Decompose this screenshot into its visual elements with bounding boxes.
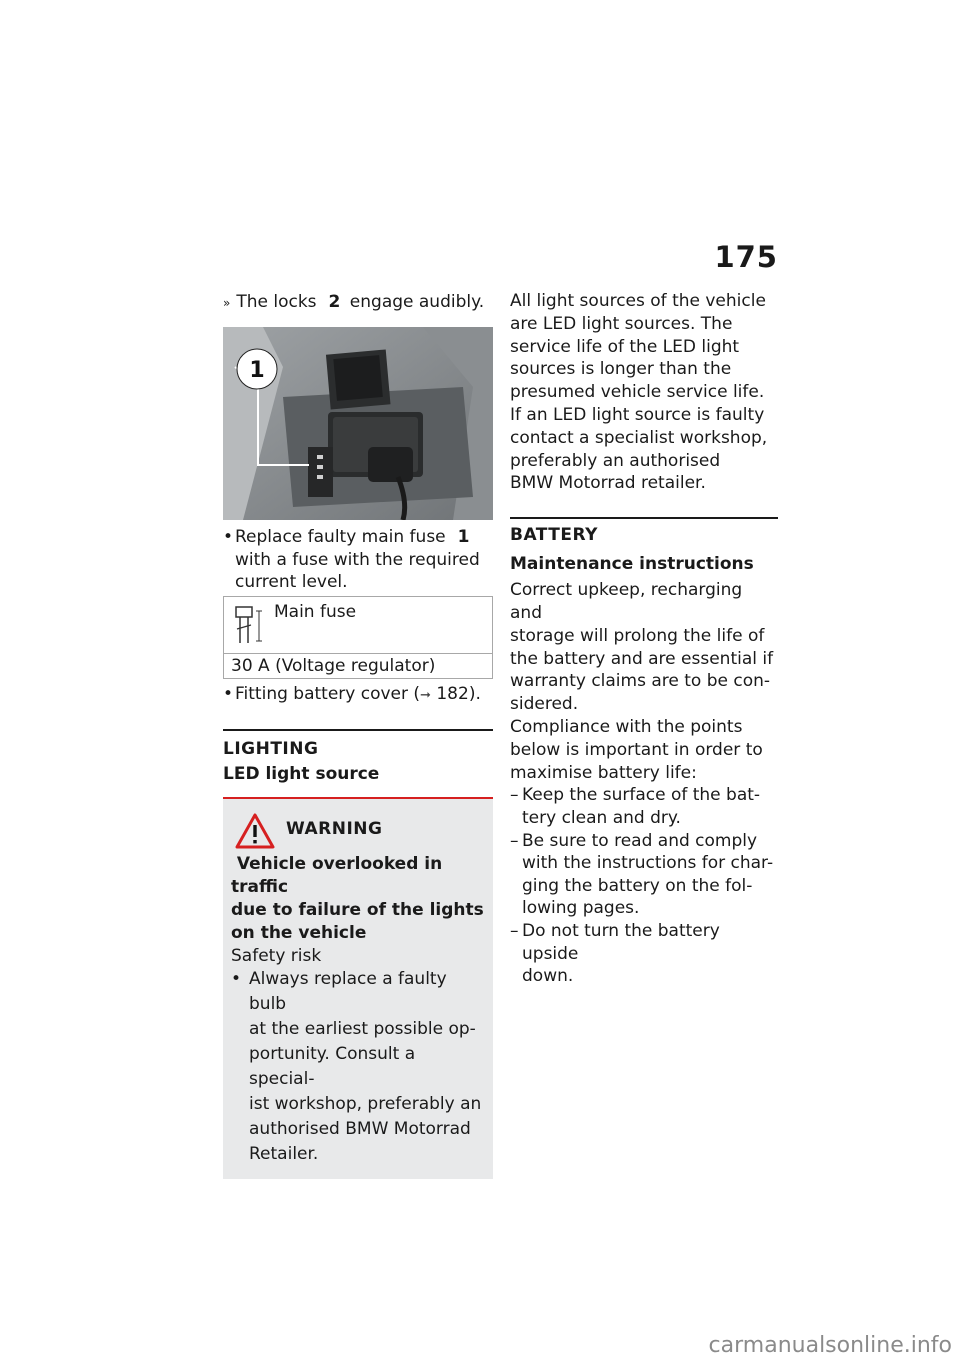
dash-item-read-instructions: – Be sure to read and comply with the instructions for char- ging the battery on the fol- lowing pages. (510, 830, 774, 919)
left-column (223, 290, 493, 1179)
section-title-battery: BATTERY (510, 525, 598, 546)
warning-risk: Safety risk (231, 946, 322, 966)
bullet-dot: • (223, 683, 234, 704)
right-column (510, 290, 778, 988)
warning-triangle-icon (235, 813, 275, 849)
bullet-dot: • (231, 969, 242, 989)
page-number: 175 (714, 240, 778, 274)
spec-label: Main fuse (274, 601, 357, 622)
bullet-dot: • (223, 527, 234, 547)
bullet-replace-fuse: • Replace faulty main fuse 1 with a fuse with the required current level. (223, 527, 480, 592)
result-mark: » (223, 296, 231, 310)
warning-subtitle: Vehicle overlooked in traffic due to failure of the lights on the vehicle (231, 854, 484, 943)
warning-header (231, 809, 485, 853)
fuse-icon (234, 605, 264, 647)
spec-value: 30 A (Voltage regulator) (231, 655, 436, 676)
warning-bullet: • Always replace a faulty bulb at the earliest possible op- portunity. Consult a special- ist workshop, preferably an authorised BMW Motorrad Retailer. (231, 969, 482, 1164)
dash-item-keep-clean: – Keep the surface of the bat- tery clean and dry. (510, 785, 761, 828)
section-divider (510, 517, 778, 519)
subtitle-led-light-source: LED light source (223, 764, 380, 784)
section-divider (223, 729, 493, 731)
result-line: » The locks 2 engage audibly. (223, 292, 485, 312)
section-title-lighting: LIGHTING (223, 739, 319, 759)
ref-number: 2 (328, 292, 341, 312)
dash-item-no-upside-down: – Do not turn the battery upside down. (510, 920, 720, 987)
photo-callout-label: 1 (249, 358, 265, 383)
fuse-box-photo (223, 327, 493, 520)
maintenance-paragraph-1: Correct upkeep, recharging and storage will prolong the life of the battery and are essential if warranty claims are to be con- sidered. (510, 580, 774, 715)
led-intro-paragraph: All light sources of the vehicle are LED light sources. The service life of the LED light sources is longer than the presumed vehicle service life. If an LED light source is faulty contact a specialist workshop, preferably an authorised BMW Motorrad retailer. (510, 291, 768, 494)
warning-title: WARNING (286, 819, 383, 839)
bullet-fit-cover: • Fitting battery cover (➞ 182). (223, 683, 481, 704)
warning-box (223, 797, 493, 1179)
watermark-footer: carmanualsonline.info (708, 1333, 952, 1358)
main-fuse-spec-table (223, 596, 493, 679)
maintenance-paragraph-2: Compliance with the points below is important in order to maximise battery life: (510, 716, 763, 783)
spec-header (224, 597, 492, 654)
page-ref-arrow-icon[interactable]: ➞ (420, 687, 431, 703)
subtitle-maintenance: Maintenance instructions (510, 554, 754, 575)
page-ref-link[interactable]: 182 (436, 683, 469, 704)
